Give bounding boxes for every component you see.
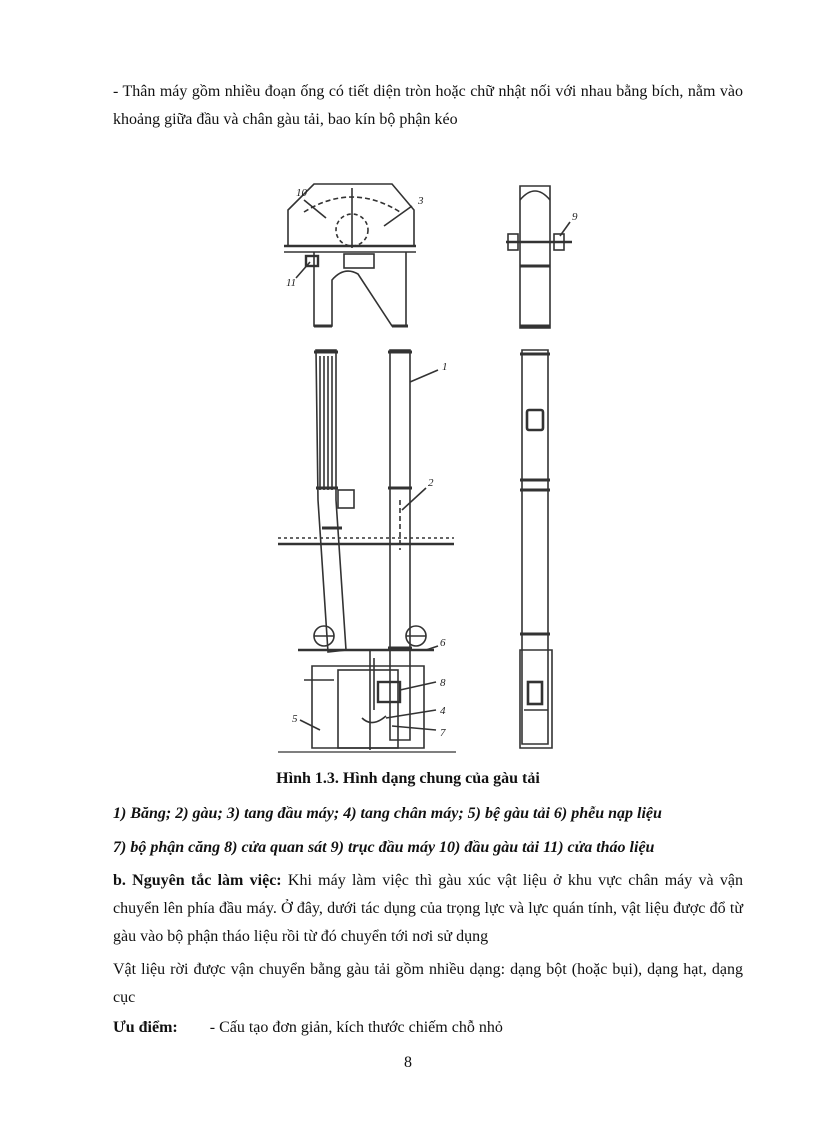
figure-label-2: 2 (428, 477, 434, 489)
advantages-line (113, 1016, 503, 1040)
figure-label-10: 10 (296, 187, 307, 199)
figure-caption: Hình 1.3. Hình dạng chung của gàu tải (276, 770, 540, 787)
figure-label-8: 8 (440, 677, 446, 689)
figure-label-4: 4 (440, 705, 446, 717)
advantages-heading: Ưu điểm: (113, 1019, 178, 1036)
figure-label-7: 7 (440, 727, 446, 739)
intro-paragraph: - Thân máy gồm nhiều đoạn ống có tiết diện tròn hoặc chữ nhật nối với nhau bằng bích, nằm vào khoảng giữa đầu và chân gàu tải, bao kín bộ phận kéo (113, 83, 743, 128)
figure-label-9: 9 (572, 211, 578, 223)
figure-label-1: 1 (442, 361, 448, 373)
figure-label-5: 5 (292, 713, 298, 725)
figure-label-11: 11 (286, 277, 297, 289)
figure-legend-line-1: 1) Băng; 2) gàu; 3) tang đầu máy; 4) tang chân máy; 5) bệ gàu tải 6) phễu nạp liệu (113, 805, 662, 822)
figure-label-3: 3 (418, 195, 424, 207)
figure-legend-line-2: 7) bộ phận căng 8) cửa quan sát 9) trục đầu máy 10) đầu gàu tải 11) cửa tháo liệu (113, 839, 655, 856)
working-principle-text: Khi máy làm việc thì gàu xúc vật liệu ở khu vực chân máy và vận chuyển lên phía đầu máy. Ở đây, dưới tác dụng của trọng lực và lực quán tính, vật liệu được đổ từ gàu vào bộ phận tháo liệu rồi từ đó chuyển tới nơi sử dụng (113, 872, 743, 945)
working-principle-paragraph (113, 867, 743, 951)
materials-paragraph: Vật liệu rời được vận chuyển bằng gàu tải gồm nhiều dạng: dạng bột (hoặc bụi), dạng hạt, dạng cục (113, 961, 743, 1006)
working-principle-heading: b. Nguyên tắc làm việc: (113, 872, 282, 889)
figure-label-6: 6 (440, 637, 446, 649)
advantages-text: - Cấu tạo đơn giản, kích thước chiếm chỗ nhỏ (209, 1019, 503, 1036)
bucket-elevator-figure (274, 170, 610, 758)
page-number: 8 (404, 1054, 412, 1071)
